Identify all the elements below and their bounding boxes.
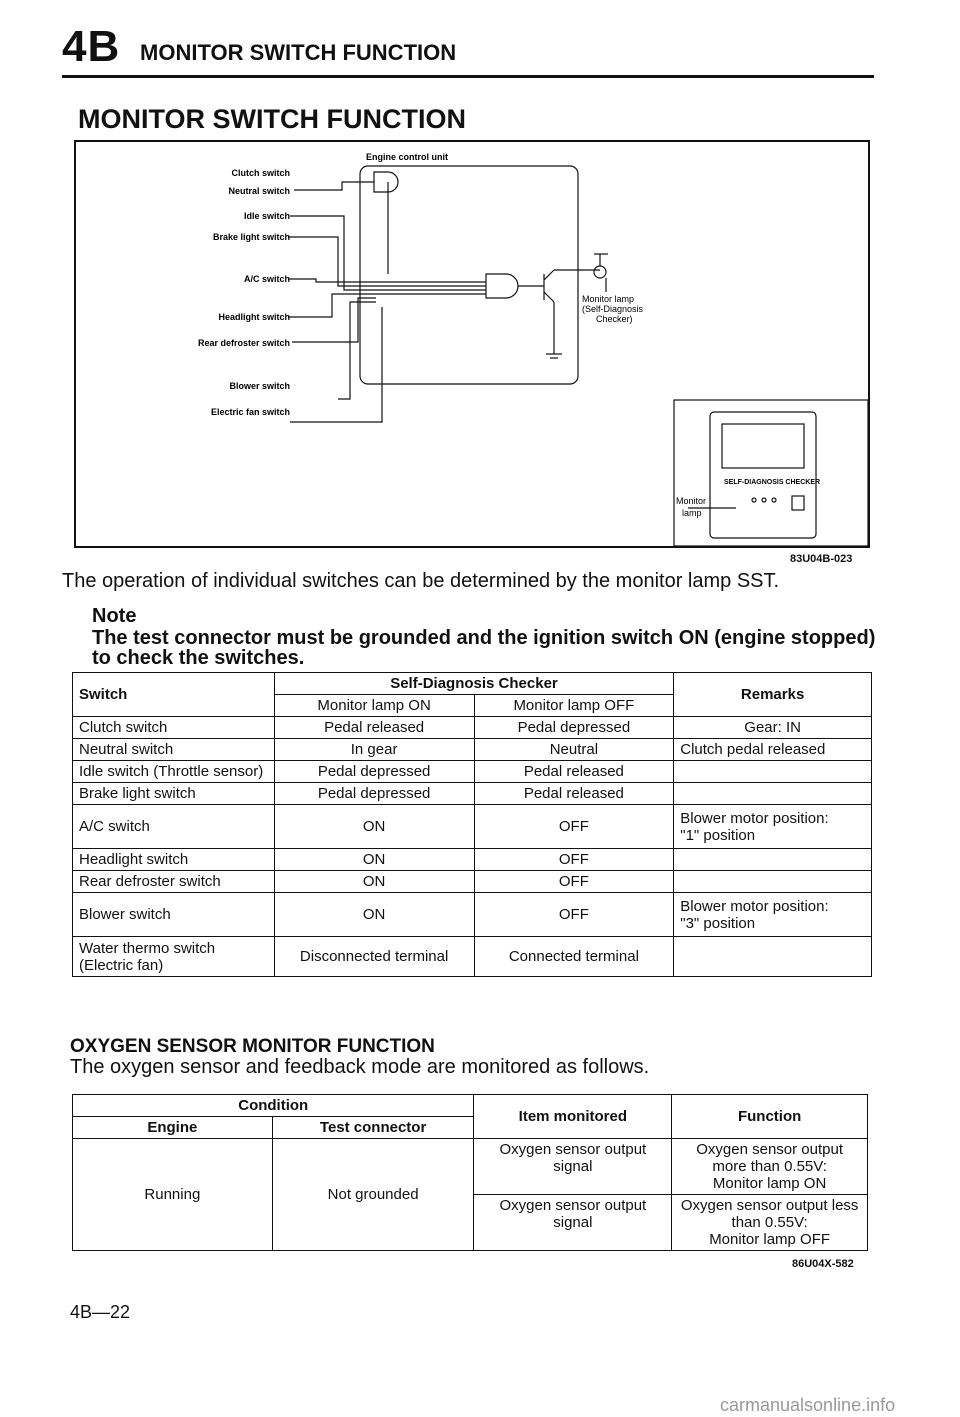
- chapter-title: MONITOR SWITCH FUNCTION: [140, 40, 457, 65]
- cell-monitor-off: OFF: [474, 871, 674, 893]
- cell-monitor-off: Neutral: [474, 739, 674, 761]
- header-test-connector: Test connector: [272, 1117, 474, 1139]
- cell-item-2: Oxygen sensor output signal: [474, 1195, 672, 1251]
- cell-monitor-off: Pedal released: [474, 761, 674, 783]
- oxygen-text: The oxygen sensor and feedback mode are monitored as follows.: [70, 1056, 650, 1078]
- cell-item-1: Oxygen sensor output signal: [474, 1139, 672, 1195]
- header-engine: Engine: [73, 1117, 273, 1139]
- cell-remarks: Blower motor position: "3" position: [674, 893, 872, 937]
- label-rear-defroster-switch: Rear defroster switch: [197, 338, 290, 348]
- cell-test: Not grounded: [272, 1139, 474, 1251]
- gate-2: [486, 274, 518, 298]
- monitor-lamp-label-2: (Self-Diagnosis: [582, 304, 644, 314]
- section-title: MONITOR SWITCH FUNCTION: [78, 104, 466, 134]
- label-electric-fan-switch: Electric fan switch: [210, 407, 290, 417]
- cell-monitor-on: Pedal depressed: [274, 761, 474, 783]
- cell-remarks: Gear: IN: [674, 717, 872, 739]
- cell-remarks: Clutch pedal released: [674, 739, 872, 761]
- cell-engine: Running: [73, 1139, 273, 1251]
- cell-monitor-on: Disconnected terminal: [274, 937, 474, 977]
- monitor-lamp-label-3: Checker): [596, 314, 633, 324]
- cell-switch: Neutral switch: [73, 739, 275, 761]
- cell-switch: A/C switch: [73, 805, 275, 849]
- ecu-box: [360, 166, 578, 384]
- cell-monitor-on: ON: [274, 805, 474, 849]
- header-checker: Self-Diagnosis Checker: [274, 673, 674, 695]
- label-brake-light-switch: Brake light switch: [212, 232, 290, 242]
- page-number: 4B—22: [70, 1302, 131, 1322]
- cell-monitor-off: OFF: [474, 849, 674, 871]
- header-monitor-off: Monitor lamp OFF: [474, 695, 674, 717]
- cell-remarks: [674, 849, 872, 871]
- header-function: Function: [672, 1095, 868, 1139]
- label-clutch-switch: Clutch switch: [231, 168, 290, 178]
- monitor-lamp-label-1: Monitor lamp: [582, 294, 635, 304]
- cell-monitor-off: Pedal depressed: [474, 717, 674, 739]
- header-condition: Condition: [73, 1095, 474, 1117]
- cell-monitor-off: OFF: [474, 893, 674, 937]
- cell-monitor-on: ON: [274, 893, 474, 937]
- checker-title: SELF-DIAGNOSIS CHECKER: [724, 479, 821, 486]
- cell-switch: Clutch switch: [73, 717, 275, 739]
- cell-switch: Blower switch: [73, 893, 275, 937]
- table-row: [73, 717, 872, 739]
- cell-remarks: Blower motor position: "1" position: [674, 805, 872, 849]
- cell-function-1: Oxygen sensor output more than 0.55V: Monitor lamp ON: [672, 1139, 868, 1195]
- wiring-diagram-svg: [76, 142, 868, 546]
- header-switch: Switch: [73, 673, 275, 717]
- gate-1: [374, 172, 398, 192]
- label-headlight-switch: Headlight switch: [218, 312, 290, 322]
- chapter-number: 4B: [62, 22, 121, 71]
- label-ac-switch: A/C switch: [243, 274, 290, 284]
- cell-monitor-on: Pedal depressed: [274, 783, 474, 805]
- cell-monitor-on: Pedal released: [274, 717, 474, 739]
- cell-monitor-on: ON: [274, 849, 474, 871]
- inset-monitor-label-2: lamp: [682, 508, 702, 518]
- header-remarks: Remarks: [674, 673, 872, 717]
- cell-monitor-on: ON: [274, 871, 474, 893]
- cell-remarks: [674, 761, 872, 783]
- cell-monitor-off: Pedal released: [474, 783, 674, 805]
- cell-remarks: [674, 937, 872, 977]
- cell-monitor-off: Connected terminal: [474, 937, 674, 977]
- watermark: carmanualsonline.info: [720, 1395, 896, 1415]
- table-row: [73, 805, 872, 849]
- cell-switch: Headlight switch: [73, 849, 275, 871]
- table-row: [73, 761, 872, 783]
- inset-monitor-label-1: Monitor: [676, 496, 707, 506]
- table-row: [73, 893, 872, 937]
- header-monitor-on: Monitor lamp ON: [274, 695, 474, 717]
- table-row: [73, 849, 872, 871]
- cell-switch: Idle switch (Throttle sensor): [73, 761, 275, 783]
- header-item: Item monitored: [474, 1095, 672, 1139]
- table-row: [73, 783, 872, 805]
- table-row: [73, 739, 872, 761]
- note-text: The test connector must be grounded and the ignition switch ON (engine stopped) to check the switches.: [92, 627, 876, 669]
- oxygen-table: [72, 1094, 868, 1251]
- header-rule: [62, 75, 874, 78]
- intro-text: The operation of individual switches can be determined by the monitor lamp SST.: [62, 570, 780, 592]
- cell-monitor-on: In gear: [274, 739, 474, 761]
- cell-switch: Brake light switch: [73, 783, 275, 805]
- cell-switch: Rear defroster switch: [73, 871, 275, 893]
- figure-code: 83U04B-023: [790, 553, 853, 565]
- cell-function-2: Oxygen sensor output less than 0.55V: Monitor lamp OFF: [672, 1195, 868, 1251]
- label-neutral-switch: Neutral switch: [228, 186, 290, 196]
- note-heading: Note: [92, 605, 137, 627]
- label-blower-switch: Blower switch: [229, 381, 290, 391]
- table-row: [73, 871, 872, 893]
- ecu-label: Engine control unit: [366, 152, 448, 162]
- cell-monitor-off: OFF: [474, 805, 674, 849]
- cell-switch: Water thermo switch (Electric fan): [73, 937, 275, 977]
- oxygen-title: OXYGEN SENSOR MONITOR FUNCTION: [70, 1036, 435, 1057]
- cell-remarks: [674, 783, 872, 805]
- table-row: [73, 937, 872, 977]
- switch-table: [72, 672, 872, 977]
- wiring-diagram: [74, 140, 870, 548]
- table-code: 86U04X-582: [792, 1258, 854, 1270]
- label-idle-switch: Idle switch: [243, 211, 290, 221]
- cell-remarks: [674, 871, 872, 893]
